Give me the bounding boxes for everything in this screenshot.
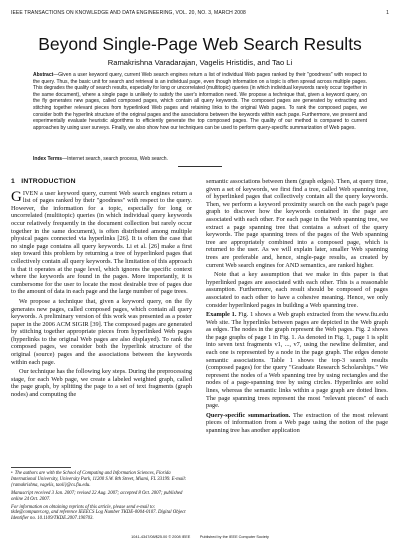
- right-paragraph-2: Note that a key assumption that we make in this paper is that hyperlinked pages are associated with each other. This is a reasonable assumption. Furthermore, each result should be composed of pages associated to each other to have a cohesive meaning. Hence, we only consider hyperlinked pages in building a Web spanning tree.: [206, 271, 388, 309]
- page-number: 1: [386, 10, 389, 16]
- query-summarization-paragraph: [206, 412, 388, 435]
- example-text: Fig. 1 shows a Web graph extracted from the www.fiu.edu Web site. The hyperlinks between pages are depicted in the Web graph as edges. The nodes in the graph represent the Web pages. Fig. 2 shows the page graphs of page 1 in Fig. 1. As denoted in Fig. 1, page 1 is split into seven text fragments v1, ..., v7, using the newline delimiter, and each one is represented by a node in the page graph. The edges denote semantic associations. Table 1 shows the top-3 search results (composed pages) for the query "Graduate Research Scholarships." We represent the nodes of a Web spanning tree by using rectangles and the nodes of a page-spanning tree by using circles. Hyperlinks are solid lines, whereas the semantic links within a page graph are dotted lines. The page spanning trees represent the most "relevant pieces" of each page.: [206, 311, 388, 410]
- left-column: [11, 178, 192, 401]
- page-footer: [0, 535, 400, 539]
- index-terms: [33, 156, 367, 162]
- abstract: [33, 72, 367, 131]
- footnote-affiliation: [11, 471, 192, 489]
- footer-copyright: 1041-4347/08/$25.00 © 2008 IEEE: [131, 535, 191, 539]
- intro-paragraph-1: [11, 190, 192, 296]
- footnote-reprints: For information on obtaining reprints of this article, please send e-mail to: tkde@computer.org, and reference IEEECS Log Number TKDE-0004-0107. Digital Object Identifier no. 10.1109/TKDE.2007.190703.: [11, 504, 186, 522]
- running-header: [11, 10, 389, 18]
- footnote-manuscript: Manuscript received 3 Jan. 2007; revised 22 Aug. 2007; accepted 8 Oct. 2007; published online 24 Oct. 2007.: [11, 490, 183, 502]
- query-summarization-text: The extraction of the most relevant pieces of information from a Web page using the notion of the page spanning tree has another application: [206, 411, 388, 434]
- bullet-icon: •: [11, 471, 13, 476]
- right-paragraph-1: semantic associations between them (graph edges). Then, at query time, given a set of keywords, we first find a tree, called Web spanning tree, of hyperlinked pages that collectively contain all the query keywords. Then, we perform a keyword proximity search on the each page's page graph to discover how the keywords contained in the page are associated with each other. For each page in the Web spanning tree, we extract a page spanning tree that contains a subset of the query keywords. The page spanning trees of the pages of the Web spanning tree are appropriately combined into a composed page, which is returned to the user. As we will explain later, smaller Web spanning trees are preferable and, hence, single-page results, as created by current Web search engines for AND semantics, are ranked higher.: [206, 178, 388, 269]
- intro-paragraph-3: Our technique has the following key steps. During the preprocessing stage, for each Web page, we create a labeled weighted graph, called the page graph, by splitting the page to a set of text fragments (graph nodes) and computing the: [11, 368, 192, 399]
- index-terms-text: —Internet search, search process, Web search.: [62, 156, 168, 162]
- section-heading: [11, 178, 192, 186]
- query-summarization-label: Query-specific summarization.: [206, 411, 291, 419]
- example-label: Example 1.: [206, 311, 237, 319]
- example-1: [206, 311, 388, 410]
- intro-paragraph-1-text: IVEN a user keyword query, current Web search engines return a list of pages ranked by their "goodness" with respect to the query. However, the information for a topic, especially for long or uncorrelated (multitopic) queries (in which individual query keywords occur relatively frequently in the document collection but rarely occur together in the same document), is often distributed among multiple physical pages connected via hyperlinks [26]. It is often the case that no single page contains all query keywords. Li et al. [26] make a first step toward this problem by returning a tree of hyperlinked pages that collectively contain all query keywords. The limitation of this approach is that it operates at the page level, which ignores the specific context where the keywords are found in the pages. More importantly, it is cumbersome for the user to locate the most desirable tree of pages due to the amount of data in each page and the large number of page trees.: [11, 189, 192, 296]
- footnotes: [11, 471, 192, 524]
- footer-publisher: Published by the IEEE Computer Society: [199, 535, 269, 539]
- abstract-text: —Given a user keyword query, current Web search engines return a list of individual Web pages ranked by their "goodness" with respect to the query. Thus, the basic unit for search and retrieval is an individual page, even though information on a topic is often spread across multiple pages. This degrades the quality of search results, especially for long or uncorrelated (multitopic) queries (in which individual keywords rarely occur together in the same document), where a single page is unlikely to satisfy the user's information need. We propose a technique that, given a keyword query, on the fly generates new pages, called composed pages, which contain all query keywords. The composed pages are generated by extracting and stitching together relevant pieces from hyperlinked Web pages and retaining links to the original Web pages. To rank the composed pages, we consider both the hyperlink structure of the original pages and the associations between the keywords within each page. Furthermore, we present and experimentally evaluate heuristic algorithms to efficiently generate the top composed pages. The quality of our method is compared to current approaches by using user surveys. Finally, we also show how our techniques can be used to perform query-specific summarization of Web pages.: [33, 72, 367, 131]
- abstract-label: Abstract: [33, 72, 54, 78]
- paper-title: Beyond Single-Page Web Search Results: [38, 34, 362, 54]
- right-column: [206, 178, 388, 437]
- section-title: INTRODUCTION: [21, 178, 76, 185]
- section-divider: [178, 166, 222, 167]
- journal-header: IEEE TRANSACTIONS ON KNOWLEDGE AND DATA ENGINEERING, VOL. 20, NO. 3, MARCH 2008: [11, 10, 246, 16]
- section-number: 1: [11, 178, 15, 185]
- drop-cap: G: [11, 188, 22, 205]
- footnote-affiliation-text: The authors are with the School of Computing and Information Sciences, Florida International University, University Park, 11200 S.W. 8th Street, Miami, FL 33199. E-mail: {ramakrishna, vagelis, taoli}@cs.fiu.edu.: [11, 471, 187, 488]
- intro-paragraph-2: We propose a technique that, given a keyword query, on the fly generates new pages, called composed pages, which contain all query keywords. A preliminary version of this work was presented as a poster paper in the 2006 ACM SIGIR [39]. The composed pages are generated by stitching together appropriate pieces from hyperlinked Web pages (hyperlinks to the original Web pages are also displayed). To rank the composed pages, we consider both the hyperlink structure of the original (source) pages and the associations between the keywords within each page.: [11, 297, 192, 366]
- paper-authors: Ramakrishna Varadarajan, Vagelis Hristidis, and Tao Li: [107, 58, 293, 67]
- footnote-divider: [11, 467, 71, 468]
- index-terms-label: Index Terms: [33, 156, 63, 162]
